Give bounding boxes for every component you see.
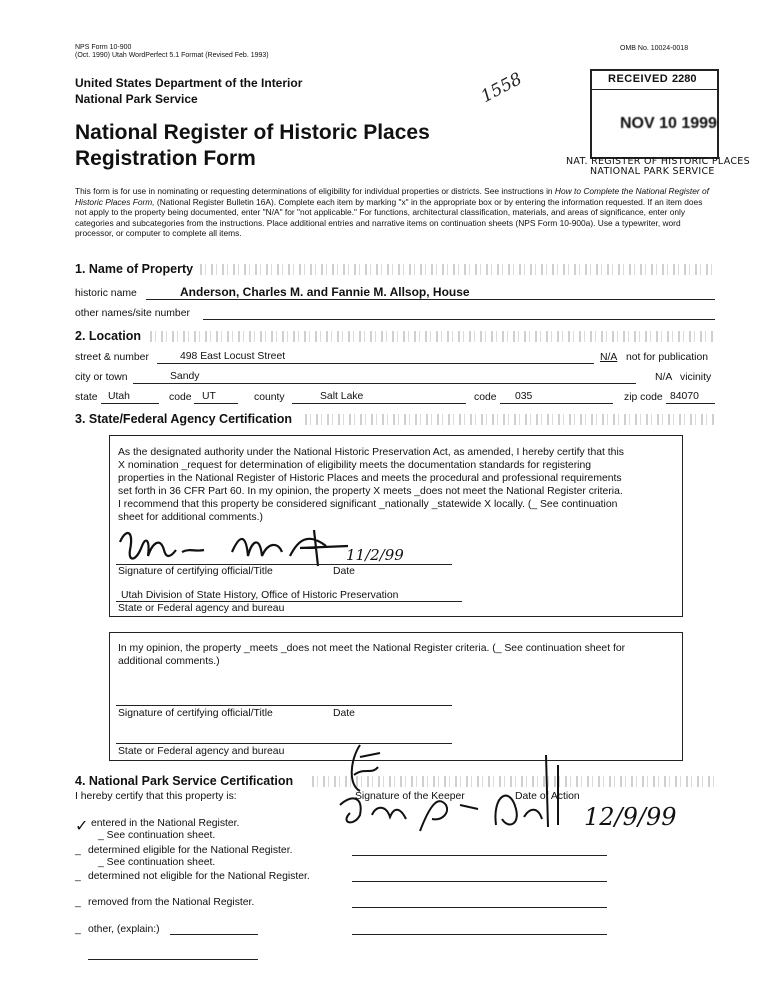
state-value[interactable]: Utah xyxy=(108,391,130,402)
option-other-label: other, (explain:) xyxy=(88,924,160,935)
option-eligible-check[interactable]: _ xyxy=(75,845,81,856)
option-other-check[interactable]: _ xyxy=(75,924,81,935)
option-not-eligible-label: determined not eligible for the National Register. xyxy=(88,871,310,882)
stamp-footer-line2: NATIONAL PARK SERVICE xyxy=(590,166,715,177)
option-entered-continuation: _ See continuation sheet. xyxy=(98,830,216,841)
state-code-label: code xyxy=(169,392,192,403)
stamp-received-label: RECEIVED xyxy=(608,73,669,85)
certification-text-2: X nomination _request for determination of eligibility meets the documentation standards for registering xyxy=(118,460,592,471)
zip-label: zip code xyxy=(624,392,663,403)
stamp-received-number: 2280 xyxy=(672,73,697,85)
box2-agency-label: State or Federal agency and bureau xyxy=(118,746,285,757)
county-code-value[interactable]: 035 xyxy=(515,391,533,402)
keeper-signature xyxy=(320,735,580,835)
option-eligible-continuation: _ See continuation sheet. xyxy=(98,857,216,868)
date-of-action-handwritten: 12/9/99 xyxy=(584,803,677,831)
vicinity-label: vicinity xyxy=(680,372,712,383)
omb-number: OMB No. 10024-0018 xyxy=(620,45,689,52)
form-title-line1: National Register of Historic Places xyxy=(75,121,430,144)
option-removed-check[interactable]: _ xyxy=(75,897,81,908)
other-names-label: other names/site number xyxy=(75,308,190,319)
received-stamp xyxy=(590,69,719,159)
city-value[interactable]: Sandy xyxy=(170,371,200,382)
section4-heading: 4. National Park Service Certification xyxy=(75,774,294,788)
certification-text-4: set forth in 36 CFR Part 60. In my opinion, the property X meets _does not meet the National Register criteria. xyxy=(118,486,623,497)
state-label: state xyxy=(75,392,98,403)
instructions-paragraph: This form is for use in nominating or requesting determinations of eligibility for individual properties or districts. See instructions in How to Complete the National Register of Historic Places Form, (National Register Bulletin 16A). Complete each item by marking "x" in the appropriate box or by entering the information requested. If an item does not apply to the property being documented, enter "N/A" for "not applicable." For functions, architectural classification, materials, and areas of significance, enter only categories and subcategories from the instructions. Place additional entries and narrative items on continuation sheets (NPS Form 10-900a). Use a typewriter, word processor, or computer to complete all items. xyxy=(75,186,710,238)
section1-heading: 1. Name of Property xyxy=(75,262,194,276)
box2-signature-label: Signature of certifying official/Title xyxy=(118,708,273,719)
option-not-eligible-check[interactable]: _ xyxy=(75,871,81,882)
box2-date-label: Date xyxy=(333,708,355,719)
department: United States Department of the Interior xyxy=(75,76,303,90)
county-code-label: code xyxy=(474,392,497,403)
handwritten-reference-number: 1558 xyxy=(477,69,526,107)
county-value[interactable]: Salt Lake xyxy=(320,391,364,402)
certification-text-5: I recommend that this property be considered significant _nationally _statewide X locally. (_ See continuation xyxy=(118,499,618,510)
agency: National Park Service xyxy=(75,92,198,106)
form-revision: (Oct. 1990) Utah WordPerfect 5.1 Format (Revised Feb. 1993) xyxy=(75,52,269,59)
street-value[interactable]: 498 East Locust Street xyxy=(180,351,286,362)
agency-label: State or Federal agency and bureau xyxy=(118,603,285,614)
stamp-date: NOV 10 1999 xyxy=(620,115,717,132)
certification-text-1: As the designated authority under the National Historic Preservation Act, as amended, I hereby certify that this xyxy=(118,447,624,458)
county-label: county xyxy=(254,392,285,403)
stamp-footer-line1: NAT. REGISTER OF HISTORIC PLACES xyxy=(566,156,750,167)
form-number: NPS Form 10-900 xyxy=(75,44,132,51)
opinion-text-1: In my opinion, the property _meets _does not meet the National Register criteria. (_ See continuation sheet for xyxy=(118,643,626,654)
option-removed-label: removed from the National Register. xyxy=(88,897,255,908)
street-label: street & number xyxy=(75,352,149,363)
certifying-official-signature xyxy=(112,522,372,570)
state-code-value[interactable]: UT xyxy=(202,391,216,402)
date-of-action-label: Date of Action xyxy=(515,791,580,802)
historic-name-value[interactable]: Anderson, Charles M. and Fannie M. Allsop, House xyxy=(180,285,470,299)
option-entered-label: entered in the National Register. xyxy=(91,818,240,829)
option-eligible-label: determined eligible for the National Register. xyxy=(88,845,293,856)
zip-value[interactable]: 84070 xyxy=(670,391,699,402)
vicinity-value[interactable]: N/A xyxy=(655,372,673,383)
certifying-date-handwritten: 11/2/99 xyxy=(346,546,404,564)
option-entered-check[interactable]: ✓ xyxy=(75,818,89,835)
historic-name-label: historic name xyxy=(75,288,137,299)
section2-heading: 2. Location xyxy=(75,329,141,343)
form-title-line2: Registration Form xyxy=(75,147,256,170)
not-for-publication-value[interactable]: N/A xyxy=(600,352,618,363)
keeper-signature-label: Signature of the Keeper xyxy=(355,791,465,802)
not-for-publication-label: not for publication xyxy=(626,352,709,363)
date-label: Date xyxy=(333,566,355,577)
certify-statement: I hereby certify that this property is: xyxy=(75,791,237,802)
signature-label: Signature of certifying official/Title xyxy=(118,566,273,577)
section3-heading: 3. State/Federal Agency Certification xyxy=(75,412,292,426)
city-label: city or town xyxy=(75,372,128,383)
agency-value[interactable]: Utah Division of State History, Office of Historic Preservation xyxy=(121,590,399,601)
opinion-text-2: additional comments.) xyxy=(118,656,220,667)
certification-text-3: properties in the National Register of Historic Places and meets the procedural and professional requirements xyxy=(118,473,622,484)
certification-text-6: sheet for additional comments.) xyxy=(118,512,263,523)
